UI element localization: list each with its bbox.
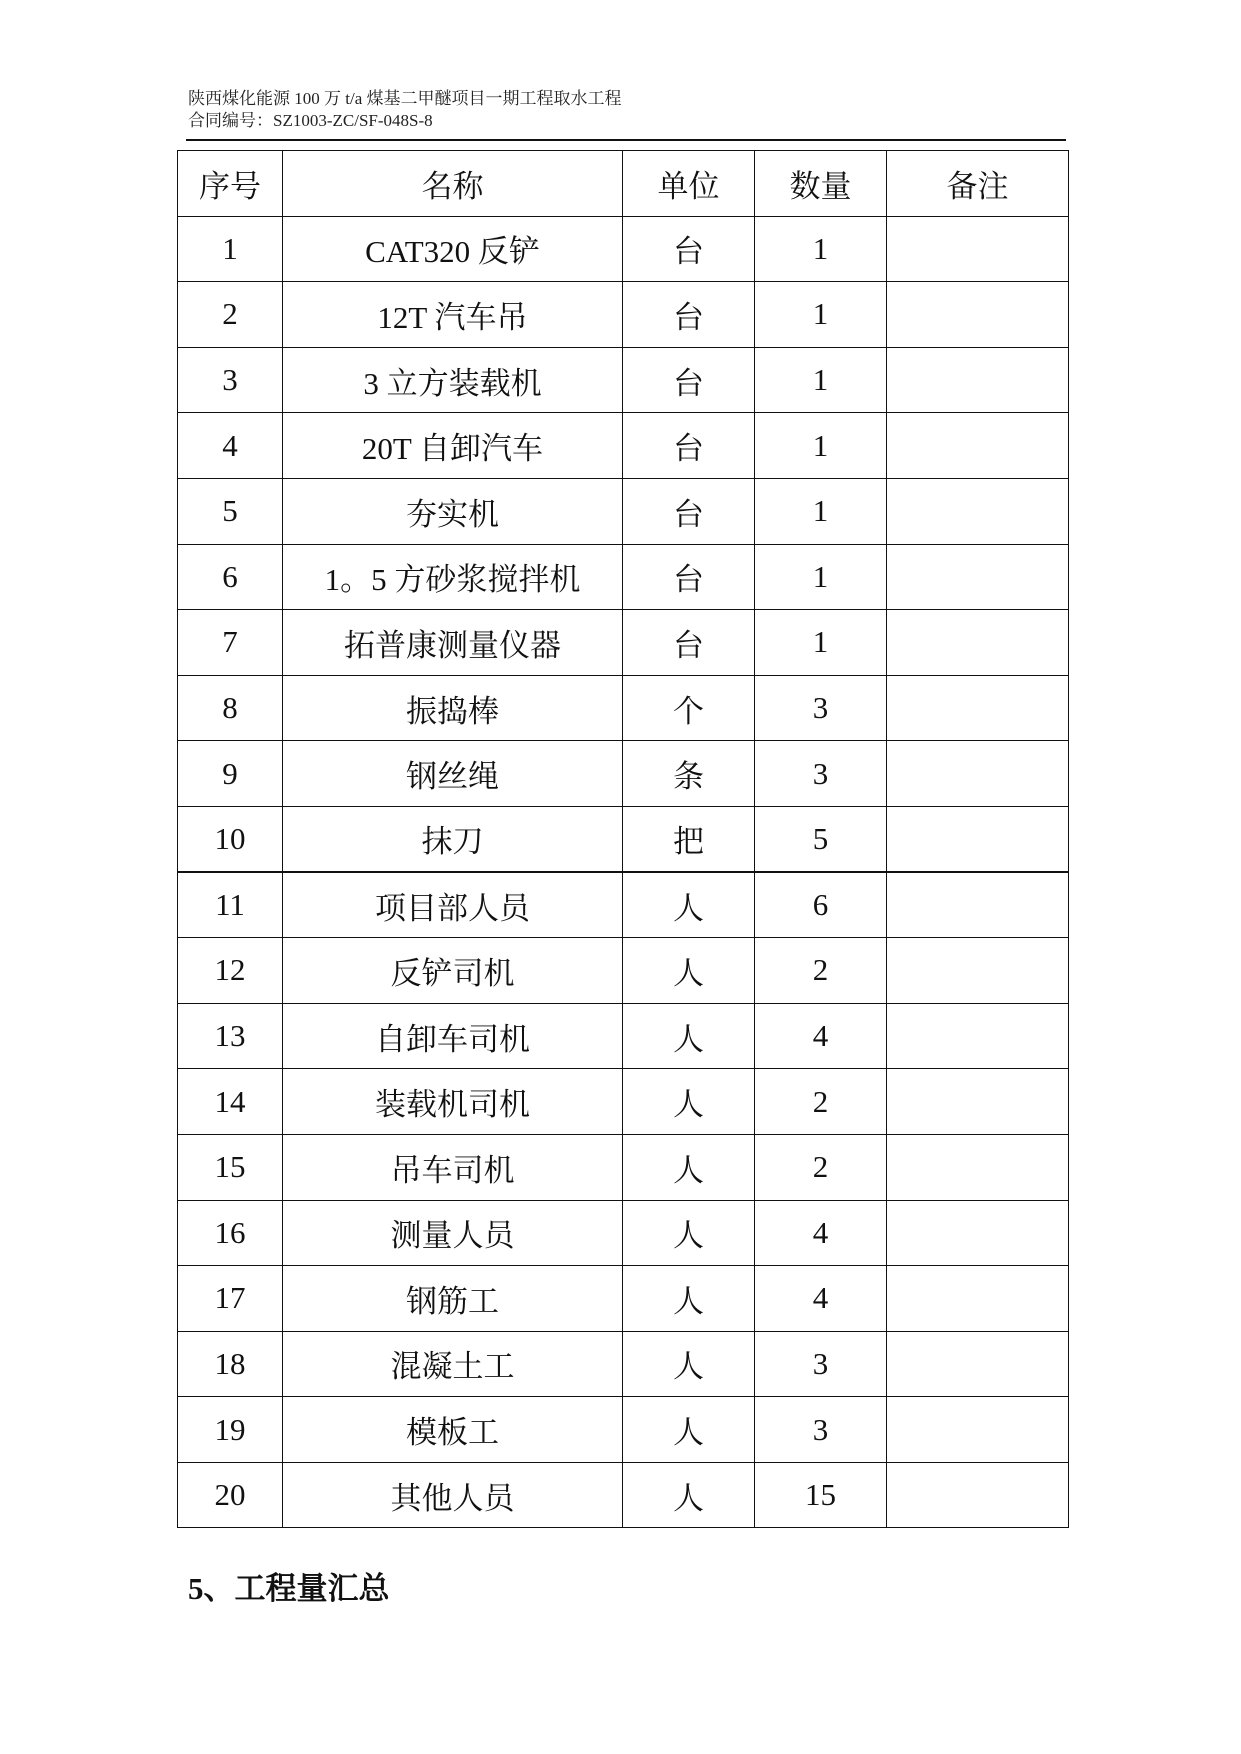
row-name: 夯实机 [283, 478, 623, 544]
column-header-unit: 单位 [623, 151, 755, 217]
table-row [178, 1462, 1069, 1528]
row-note [887, 413, 1069, 479]
row-unit: 人 [623, 1003, 755, 1069]
row-unit: 人 [623, 1397, 755, 1463]
row-unit: 条 [623, 741, 755, 807]
row-no: 20 [178, 1462, 283, 1528]
row-qty: 1 [755, 282, 887, 348]
row-qty: 2 [755, 1134, 887, 1200]
row-no: 5 [178, 478, 283, 544]
table-row [178, 1266, 1069, 1332]
table-row [178, 544, 1069, 610]
table-body [178, 216, 1069, 1528]
row-unit: 台 [623, 544, 755, 610]
row-unit: 台 [623, 478, 755, 544]
row-unit: 人 [623, 872, 755, 938]
row-name: 模板工 [283, 1397, 623, 1463]
row-no: 16 [178, 1200, 283, 1266]
row-qty: 1 [755, 413, 887, 479]
table-header-row [178, 151, 1069, 217]
table-row [178, 1069, 1069, 1135]
row-no: 4 [178, 413, 283, 479]
row-qty: 4 [755, 1200, 887, 1266]
table-row [178, 741, 1069, 807]
row-note [887, 610, 1069, 676]
row-unit: 人 [623, 1134, 755, 1200]
row-name: 拓普康测量仪器 [283, 610, 623, 676]
row-note [887, 282, 1069, 348]
row-name: 装载机司机 [283, 1069, 623, 1135]
column-header-note: 备注 [887, 151, 1069, 217]
table-row [178, 1397, 1069, 1463]
table-row [178, 1134, 1069, 1200]
row-unit: 人 [623, 1331, 755, 1397]
row-note [887, 1331, 1069, 1397]
row-qty: 3 [755, 675, 887, 741]
row-qty: 15 [755, 1462, 887, 1528]
row-name: 钢筋工 [283, 1266, 623, 1332]
row-unit: 台 [623, 347, 755, 413]
row-note [887, 347, 1069, 413]
row-note [887, 872, 1069, 938]
equipment-personnel-table [177, 150, 1069, 1528]
row-qty: 4 [755, 1003, 887, 1069]
row-name: 1。5 方砂浆搅拌机 [283, 544, 623, 610]
row-note [887, 478, 1069, 544]
row-name: 20T 自卸汽车 [283, 413, 623, 479]
row-name: 其他人员 [283, 1462, 623, 1528]
row-note [887, 741, 1069, 807]
row-qty: 5 [755, 806, 887, 872]
row-no: 2 [178, 282, 283, 348]
row-unit: 人 [623, 1462, 755, 1528]
row-name: 3 立方装载机 [283, 347, 623, 413]
row-qty: 3 [755, 741, 887, 807]
row-qty: 1 [755, 347, 887, 413]
project-title: 陕西煤化能源 100 万 t/a 煤基二甲醚项目一期工程取水工程 [188, 89, 622, 108]
row-no: 14 [178, 1069, 283, 1135]
page-header [188, 88, 1063, 132]
row-unit: 台 [623, 282, 755, 348]
table-row [178, 872, 1069, 938]
column-header-qty: 数量 [755, 151, 887, 217]
row-qty: 1 [755, 478, 887, 544]
table-row [178, 806, 1069, 872]
row-no: 18 [178, 1331, 283, 1397]
row-name: 反铲司机 [283, 938, 623, 1004]
row-name: 振捣棒 [283, 675, 623, 741]
row-name: 测量人员 [283, 1200, 623, 1266]
table-row [178, 938, 1069, 1004]
table-row [178, 1331, 1069, 1397]
row-note [887, 1462, 1069, 1528]
header-rule [186, 139, 1066, 141]
row-unit: 台 [623, 216, 755, 282]
row-note [887, 1397, 1069, 1463]
row-name: CAT320 反铲 [283, 216, 623, 282]
table-row [178, 216, 1069, 282]
row-name: 抹刀 [283, 806, 623, 872]
table-row [178, 1200, 1069, 1266]
section-heading: 5、工程量汇总 [188, 1571, 390, 1606]
row-no: 13 [178, 1003, 283, 1069]
table-row [178, 675, 1069, 741]
row-no: 10 [178, 806, 283, 872]
row-no: 9 [178, 741, 283, 807]
row-no: 17 [178, 1266, 283, 1332]
row-note [887, 1134, 1069, 1200]
row-qty: 2 [755, 938, 887, 1004]
row-note [887, 1266, 1069, 1332]
row-no: 6 [178, 544, 283, 610]
row-name: 混凝土工 [283, 1331, 623, 1397]
row-no: 11 [178, 872, 283, 938]
row-note [887, 675, 1069, 741]
table-row [178, 478, 1069, 544]
row-unit: 台 [623, 610, 755, 676]
table-row [178, 1003, 1069, 1069]
row-no: 7 [178, 610, 283, 676]
row-unit: 台 [623, 413, 755, 479]
row-qty: 1 [755, 544, 887, 610]
row-note [887, 806, 1069, 872]
row-note [887, 1003, 1069, 1069]
contract-number: 合同编号：SZ1003-ZC/SF-048S-8 [188, 111, 433, 130]
row-unit: 个 [623, 675, 755, 741]
row-unit: 人 [623, 938, 755, 1004]
table-row [178, 347, 1069, 413]
row-qty: 6 [755, 872, 887, 938]
row-no: 19 [178, 1397, 283, 1463]
row-qty: 2 [755, 1069, 887, 1135]
row-unit: 人 [623, 1069, 755, 1135]
row-name: 钢丝绳 [283, 741, 623, 807]
row-unit: 把 [623, 806, 755, 872]
row-qty: 1 [755, 216, 887, 282]
row-note [887, 1069, 1069, 1135]
row-note [887, 216, 1069, 282]
column-header-name: 名称 [283, 151, 623, 217]
row-qty: 3 [755, 1331, 887, 1397]
row-note [887, 938, 1069, 1004]
table-row [178, 413, 1069, 479]
row-name: 吊车司机 [283, 1134, 623, 1200]
row-no: 15 [178, 1134, 283, 1200]
row-no: 1 [178, 216, 283, 282]
row-name: 12T 汽车吊 [283, 282, 623, 348]
row-no: 12 [178, 938, 283, 1004]
table-row [178, 282, 1069, 348]
table-row [178, 610, 1069, 676]
row-note [887, 544, 1069, 610]
row-qty: 3 [755, 1397, 887, 1463]
row-note [887, 1200, 1069, 1266]
row-name: 项目部人员 [283, 872, 623, 938]
row-no: 8 [178, 675, 283, 741]
row-unit: 人 [623, 1200, 755, 1266]
row-qty: 1 [755, 610, 887, 676]
row-name: 自卸车司机 [283, 1003, 623, 1069]
column-header-no: 序号 [178, 151, 283, 217]
row-qty: 4 [755, 1266, 887, 1332]
row-unit: 人 [623, 1266, 755, 1332]
row-no: 3 [178, 347, 283, 413]
